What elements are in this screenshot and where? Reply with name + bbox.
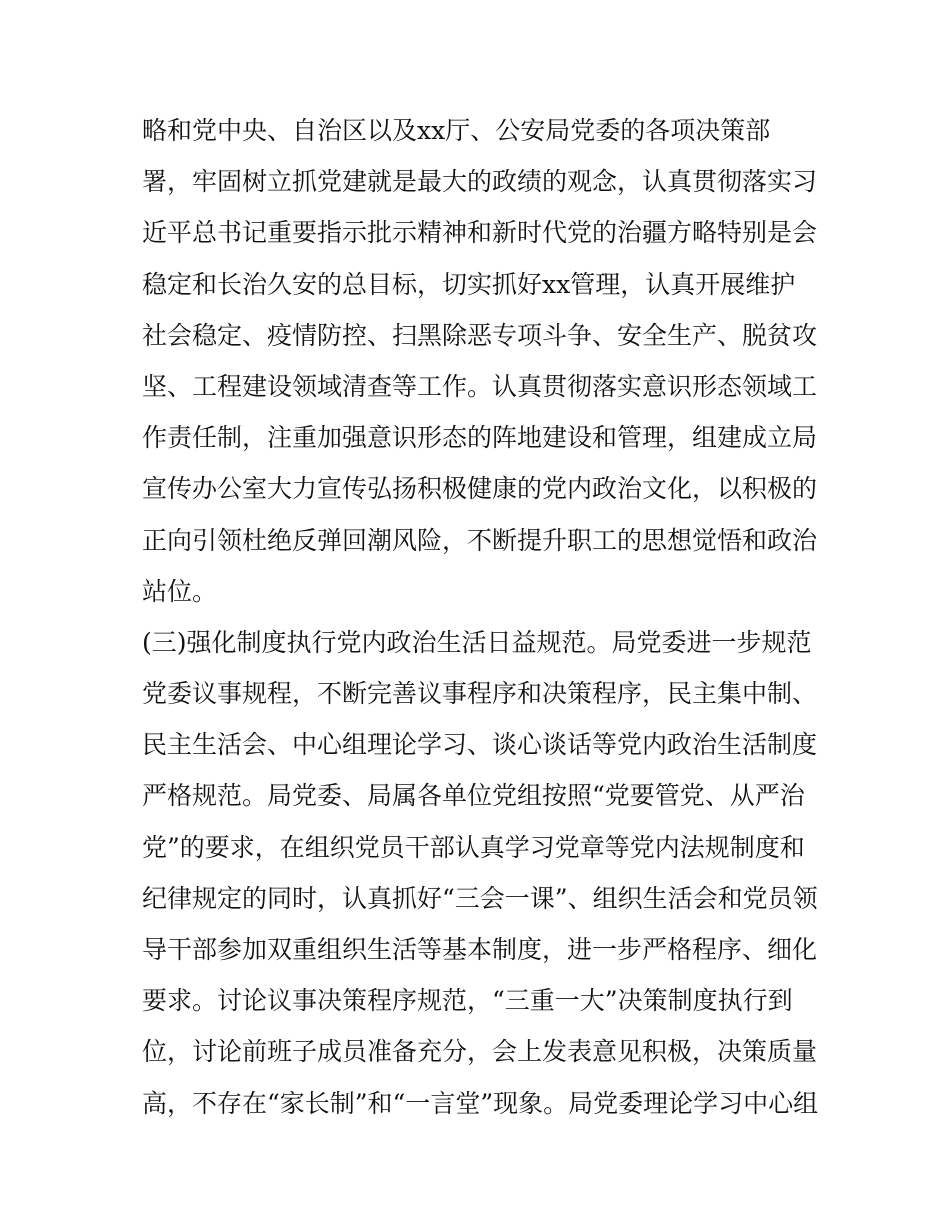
text-line: 高，不存在“家长制”和“一言堂”现象。局党委理论学习中心组 [142,1088,819,1118]
text-line: 党”的要求，在组织党员干部认真学习党章等党内法规制度和 [142,832,805,862]
text-line: 近平总书记重要指示批示精神和新时代党的治疆方略特别是会 [142,218,818,248]
text-line: 社会稳定、疫情防控、扫黑除恶专项斗争、安全生产、脱贫攻 [142,320,818,350]
text-line: 位，讨论前班子成员准备充分，会上发表意见积极，决策质量 [142,1037,818,1067]
text-line: 署，牢固树立抓党建就是最大的政绩的观念，认真贯彻落实习 [142,167,818,197]
text-line: 严格规范。局党委、局属各单位党组按照“党要管党、从严治 [142,781,805,811]
text-line: 正向引领杜绝反弹回潮风险，不断提升职工的思想觉悟和政治 [142,525,818,555]
text-line: 坚、工程建设领域清查等工作。认真贯彻落实意识形态领域工 [142,371,818,401]
text-line: 要求。讨论议事决策程序规范，“三重一大”决策制度执行到 [142,986,793,1016]
text-line: 民主生活会、中心组理论学习、谈心谈话等党内政治生活制度 [142,730,818,760]
text-line: 稳定和长治久安的总目标，切实抓好xx管理，认真开展维护 [142,269,796,299]
text-line: 导干部参加双重组织生活等基本制度，进一步严格程序、细化 [142,935,818,964]
text-line: 纪律规定的同时，认真抓好“三会一课”、组织生活会和党员领 [142,883,818,913]
text-line: 站位。 [142,576,218,606]
text-line: 宣传办公室大力宣传弘扬积极健康的党内政治文化，以积极的 [142,474,818,504]
section-heading-line: (三)强化制度执行党内政治生活日益规范。局党委进一步规范 [142,627,812,657]
text-line: 党委议事规程，不断完善议事程序和决策程序，民主集中制、 [142,679,818,709]
text-line: 略和党中央、自治区以及xx厅、公安局党委的各项决策部 [142,116,771,145]
body-text [142,105,822,1129]
text-line: 作责任制，注重加强意识形态的阵地建设和管理，组建成立局 [142,423,818,453]
